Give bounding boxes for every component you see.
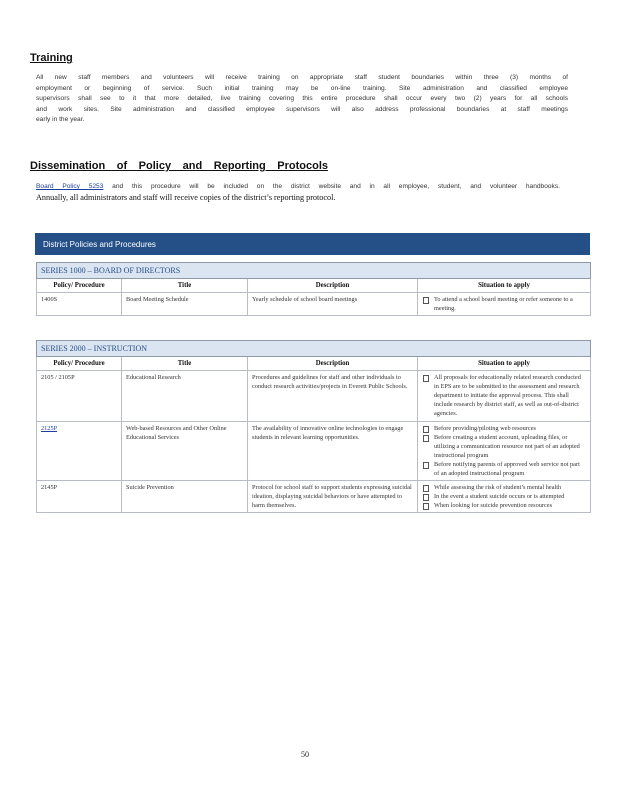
column-header-code: Policy/ Procedure bbox=[37, 279, 122, 293]
policy-code[interactable]: 2105 / 2105P bbox=[37, 371, 122, 421]
table-row bbox=[37, 421, 591, 481]
training-line: and work sites. Site administration and classified employee supervisors will also address professional boundaries at staff meetings bbox=[36, 105, 568, 113]
training-paragraph bbox=[36, 73, 568, 126]
situation-item: While assessing the risk of student’s mental health bbox=[422, 483, 586, 492]
column-header-situation: Situation to apply bbox=[418, 279, 591, 293]
situation-item: Before notifying parents of approved web service not part of an adopted instructional program bbox=[422, 460, 586, 478]
district-policies-banner bbox=[35, 233, 590, 255]
training-line: early in the year. bbox=[36, 116, 85, 123]
series-2000-table bbox=[36, 340, 591, 513]
policy-title: Suicide Prevention bbox=[122, 481, 248, 513]
policy-situation bbox=[418, 481, 591, 513]
table-row bbox=[37, 481, 591, 513]
column-header-title: Title bbox=[122, 357, 248, 371]
training-line: supervisors shall see to it that more detailed, live training covering this entire procedure shall occur every two (2) years for all schools bbox=[36, 95, 568, 102]
policy-situation bbox=[418, 421, 591, 481]
column-header-row bbox=[37, 357, 591, 371]
dissemination-line-text: and this procedure will be included on the district website and in all employee, student, and volunteer handbooks. bbox=[112, 183, 560, 190]
training-line: employment or beginning of service. Such initial training may be on-line training. Site administration and classified employee bbox=[36, 84, 568, 92]
situation-item: To attend a school board meeting or refer someone to a meeting. bbox=[422, 295, 586, 313]
series-label: SERIES 2000 – INSTRUCTION bbox=[37, 341, 591, 357]
policy-situation bbox=[418, 371, 591, 421]
board-policy-link[interactable]: Board Policy 5253 bbox=[36, 183, 104, 190]
column-header-description: Description bbox=[248, 279, 418, 293]
policy-title: Board Meeting Schedule bbox=[122, 293, 248, 316]
dissemination-heading: Dissemination of Policy and Reporting Protocols bbox=[30, 160, 328, 172]
policy-code-link[interactable]: 2125P bbox=[41, 424, 58, 432]
series-1000-table bbox=[36, 262, 591, 316]
policy-code[interactable]: 1400S bbox=[37, 293, 122, 316]
situation-item: All proposals for educationally related research conducted in EPS are to be submitted to the assessment and research department to initiate the approval process. This shall include research by district staff, as well as out-of-district agencies. bbox=[422, 373, 586, 418]
column-header-title: Title bbox=[122, 279, 248, 293]
training-heading: Training bbox=[30, 52, 73, 64]
training-line: All new staff members and volunteers will receive training on appropriate staff student boundaries within three (3) months of bbox=[36, 74, 568, 81]
policy-code[interactable]: 2145P bbox=[37, 481, 122, 513]
policy-title: Web-based Resources and Other Online Educational Services bbox=[122, 421, 248, 481]
situation-item: Before providing/piloting web resources bbox=[422, 424, 586, 433]
policy-description: Procedures and guidelines for staff and other individuals to conduct research activities/projects in Everett Public Schools. bbox=[248, 371, 418, 421]
column-header-row bbox=[37, 279, 591, 293]
policy-title: Educational Research bbox=[122, 371, 248, 421]
policy-description: Yearly schedule of school board meetings bbox=[248, 293, 418, 316]
situation-item: When looking for suicide prevention resources bbox=[422, 501, 586, 510]
policy-code[interactable] bbox=[37, 421, 122, 481]
column-header-code: Policy/ Procedure bbox=[37, 357, 122, 371]
situation-item: Before creating a student account, uploading files, or utilizing a communication resource not part of an adopted instructional program bbox=[422, 433, 586, 460]
dissemination-paragraph bbox=[36, 182, 560, 193]
dissemination-line bbox=[36, 182, 560, 193]
banner-title: District Policies and Procedures bbox=[43, 239, 156, 249]
series-header-row bbox=[37, 263, 591, 279]
annual-reporting-text: Annually, all administrators and staff will receive copies of the district’s reporting protocol. bbox=[36, 193, 336, 202]
policy-description: Protocol for school staff to support students expressing suicidal ideation, displaying suicidal behaviors or have attempted to harm themselves. bbox=[248, 481, 418, 513]
column-header-situation: Situation to apply bbox=[418, 357, 591, 371]
table-row bbox=[37, 293, 591, 316]
column-header-description: Description bbox=[248, 357, 418, 371]
series-header-row bbox=[37, 341, 591, 357]
table-row bbox=[37, 371, 591, 421]
situation-item: In the event a student suicide occurs or is attempted bbox=[422, 492, 586, 501]
page-number: 50 bbox=[301, 750, 309, 759]
series-label: SERIES 1000 – BOARD OF DIRECTORS bbox=[37, 263, 591, 279]
policy-description: The availability of innovative online technologies to engage students in relevant learning opportunities. bbox=[248, 421, 418, 481]
policy-situation bbox=[418, 293, 591, 316]
